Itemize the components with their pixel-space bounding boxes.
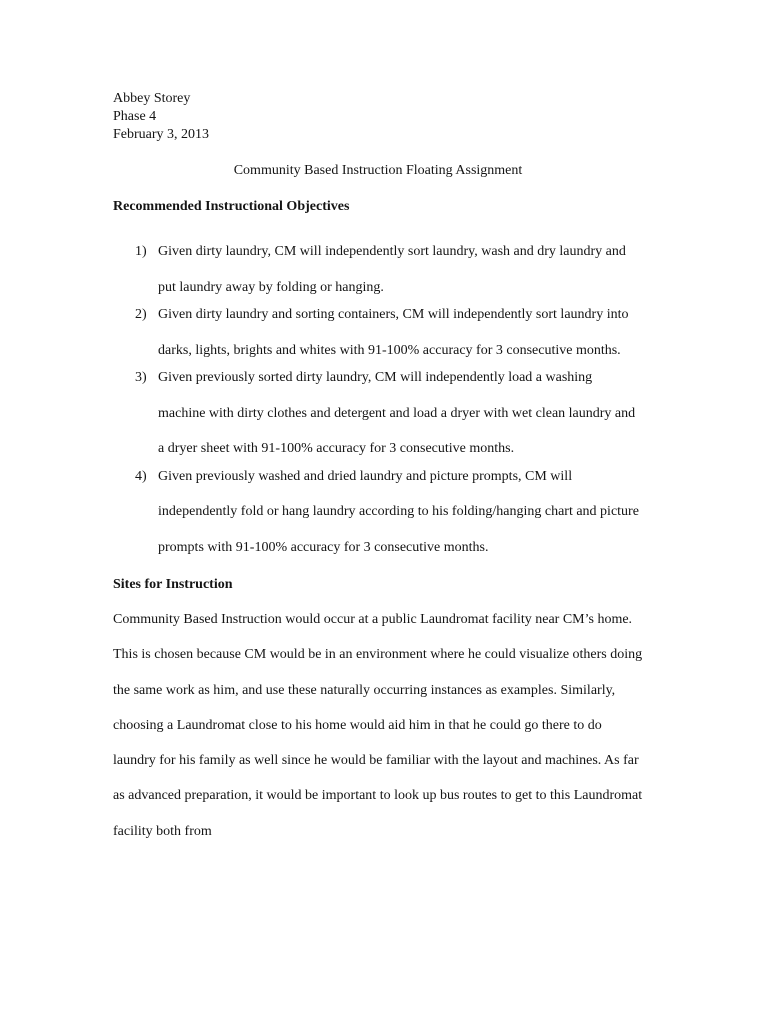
objective-text: Given previously washed and dried laundry and picture prompts, CM will independently fold or hang laundry according to his folding/hanging chart and picture prompts with 91-100% accuracy for 3 consecutive months. <box>158 468 639 555</box>
objective-item <box>113 234 643 305</box>
document-body <box>113 90 643 849</box>
objective-number: 1) <box>135 244 147 259</box>
sites-heading: Sites for Instruction <box>113 577 233 592</box>
objective-number: 4) <box>135 468 147 484</box>
objective-text: Given dirty laundry, CM will independently sort laundry, wash and dry laundry and put laundry away by folding or hanging. <box>158 244 626 295</box>
objective-text: Given previously sorted dirty laundry, CM will independently load a washing machine with dirty clothes and detergent and load a dryer with wet clean laundry and a dryer sheet with 91-100% accuracy for 3 consecutive months. <box>158 370 636 456</box>
author-name: Abbey Storey <box>113 91 191 106</box>
sites-paragraph: Community Based Instruction would occur at a public Laundromat facility near CM’s home. This is chosen because CM would be in an environment where he could visualize others doing the same work as him, and use these naturally occurring instances as examples. Similarly, choosing a Laundromat close to his home would aid him in that he could go there to do laundry for his family as well since he would be familiar with the layout and machines. As far as advanced preparation, it would be important to look up bus routes to get to this Laundromat facility both from <box>113 612 643 839</box>
document-date: February 3, 2013 <box>113 127 210 142</box>
objective-item <box>113 297 643 368</box>
objectives-list <box>113 234 643 565</box>
objective-number: 2) <box>135 307 147 322</box>
document-title: Community Based Instruction Floating Assignment <box>233 163 523 178</box>
objective-number: 3) <box>135 370 147 385</box>
objective-item <box>113 459 643 566</box>
objectives-heading: Recommended Instructional Objectives <box>113 199 350 214</box>
objective-text: Given dirty laundry and sorting containers, CM will independently sort laundry into darks, lights, brights and whites with 91-100% accuracy for 3 consecutive months. <box>158 307 629 358</box>
objective-item <box>113 360 643 467</box>
phase-label: Phase 4 <box>113 109 157 124</box>
